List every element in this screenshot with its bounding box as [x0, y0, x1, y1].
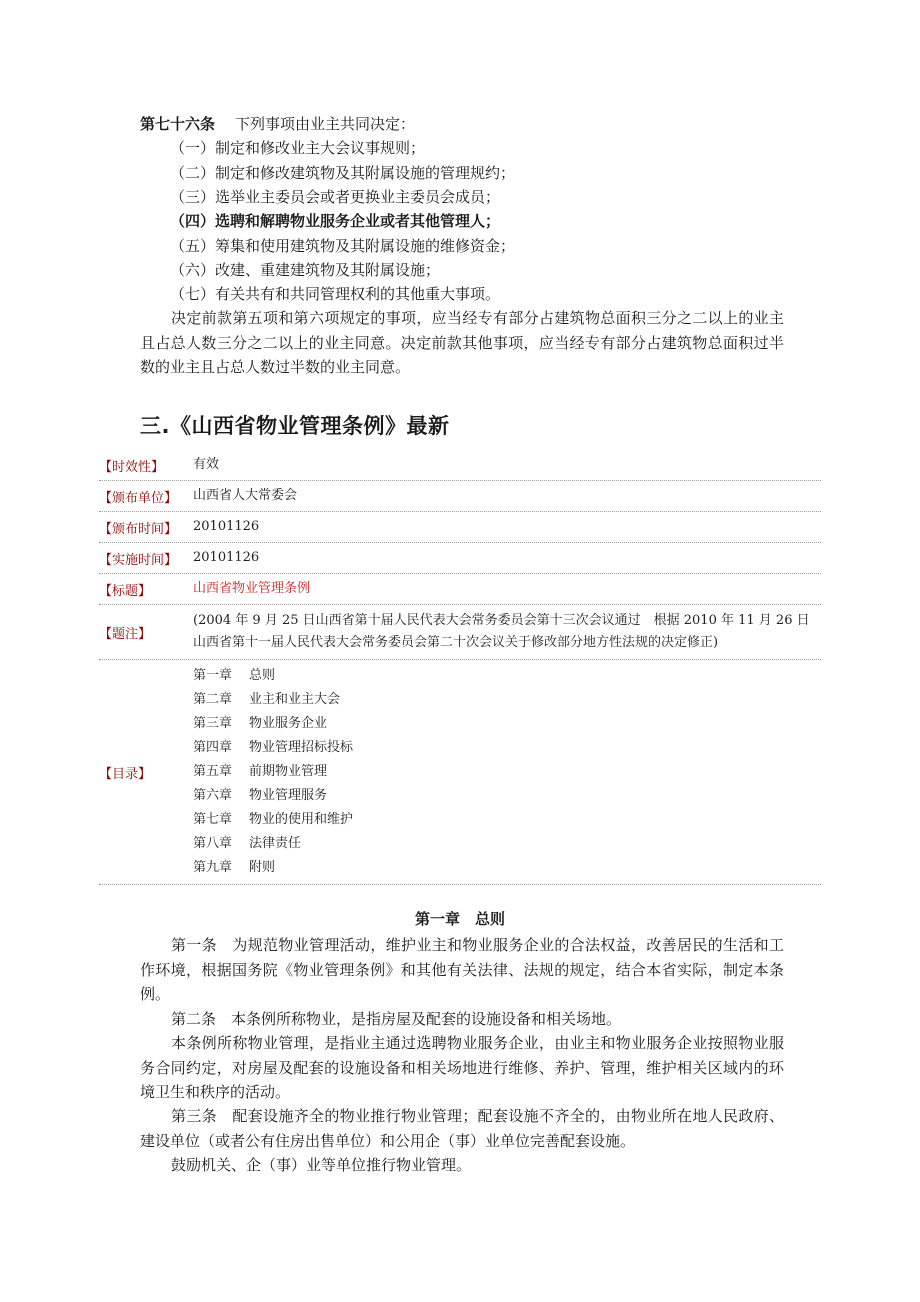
meta-label: 【标题】 — [99, 583, 152, 599]
meta-value: 20101126 — [193, 550, 260, 565]
meta-row-note — [99, 605, 821, 660]
meta-row-toc — [99, 660, 821, 885]
toc-item[interactable]: 第九章 附则 — [193, 860, 276, 875]
meta-row-title — [99, 574, 821, 605]
meta-label: 【颁布时间】 — [99, 521, 178, 537]
meta-value: (2004 年 9 月 25 日山西省第十届人民代表大会常务委员会第十三次会议通过 根据 2010 年 11 月 26 日山西省第十一届人民代表大会常务委员会第二十次会议关于修改部分地方性法规的决定修正) — [193, 613, 810, 650]
toc-item[interactable]: 第八章 法律责任 — [193, 836, 302, 851]
meta-label: 【颁布单位】 — [99, 490, 178, 506]
table-of-contents — [193, 664, 821, 880]
meta-row-effective-date — [99, 543, 821, 574]
article-paragraph: 鼓励机关、企（事）业等单位推行物业管理。 — [171, 1156, 472, 1174]
list-item: （七）有关共有和共同管理权利的其他重大事项。 — [170, 285, 501, 303]
toc-item[interactable]: 第三章 物业服务企业 — [193, 716, 328, 731]
list-item: （四）选聘和解聘物业服务企业或者其他管理人； — [170, 212, 501, 230]
meta-value: 山西省人大常委会 — [193, 488, 298, 503]
meta-label: 【实施时间】 — [99, 552, 178, 568]
meta-row-issuer — [99, 481, 821, 512]
article-paragraph: 第一条 为规范物业管理活动，维护业主和物业服务企业的合法权益，改善居民的生活和工作环境，根据国务院《物业管理条例》和其他有关法律、法规的规定，结合本省实际，制定本条例。 — [140, 936, 784, 1003]
section-title: 三.《山西省物业管理条例》最新 — [140, 414, 450, 438]
article-number: 第七十六条 — [140, 115, 216, 133]
article-76-heading-line — [140, 112, 780, 136]
article-intro: 下列事项由业主共同决定： — [235, 115, 416, 133]
meta-row-validity — [99, 450, 821, 481]
toc-item[interactable]: 第一章 总则 — [193, 668, 276, 683]
toc-item[interactable]: 第五章 前期物业管理 — [193, 764, 328, 779]
meta-value: 有效 — [193, 457, 220, 472]
chapter-heading: 第一章 总则 — [414, 910, 505, 928]
list-item: （六）改建、重建建筑物及其附属设施； — [170, 261, 441, 279]
article-76-closing: 决定前款第五项和第六项规定的事项，应当经专有部分占建筑物总面积三分之二以上的业主且占总人数三分之二以上的业主同意。决定前款其他事项，应当经专有部分占建筑物总面积过半数的业主且占总人数过半数的业主同意。 — [140, 309, 784, 376]
meta-label: 【目录】 — [99, 766, 152, 782]
list-item: （二）制定和修改建筑物及其附属设施的管理规约； — [170, 164, 516, 182]
meta-value: 20101126 — [193, 519, 260, 534]
article-paragraph: 第二条 本条例所称物业，是指房屋及配套的设施设备和相关场地。 — [171, 1010, 622, 1028]
toc-item[interactable]: 第四章 物业管理招标投标 — [193, 740, 354, 755]
toc-item[interactable]: 第七章 物业的使用和维护 — [193, 812, 354, 827]
regulation-metadata-table — [99, 450, 821, 885]
meta-label: 【题注】 — [99, 626, 152, 642]
list-item: （一）制定和修改业主大会议事规则； — [170, 139, 426, 157]
list-item: （三）选举业主委员会或者更换业主委员会成员； — [170, 188, 501, 206]
article-paragraph: 本条例所称物业管理，是指业主通过选聘物业服务企业，由业主和物业服务企业按照物业服务合同约定，对房屋及配套的设施设备和相关场地进行维修、养护、管理，维护相关区域内的环境卫生和秩序的活动。 — [140, 1034, 784, 1101]
toc-item[interactable]: 第二章 业主和业主大会 — [193, 692, 341, 707]
regulation-title-link[interactable]: 山西省物业管理条例 — [193, 581, 311, 596]
article-paragraph: 第三条 配套设施齐全的物业推行物业管理；配套设施不齐全的，由物业所在地人民政府、建设单位（或者公有住房出售单位）和公用企（事）业单位完善配套设施。 — [140, 1107, 784, 1150]
list-item: （五）筹集和使用建筑物及其附属设施的维修资金； — [170, 237, 516, 255]
toc-item[interactable]: 第六章 物业管理服务 — [193, 788, 328, 803]
meta-row-issue-date — [99, 512, 821, 543]
meta-label: 【时效性】 — [99, 459, 165, 475]
